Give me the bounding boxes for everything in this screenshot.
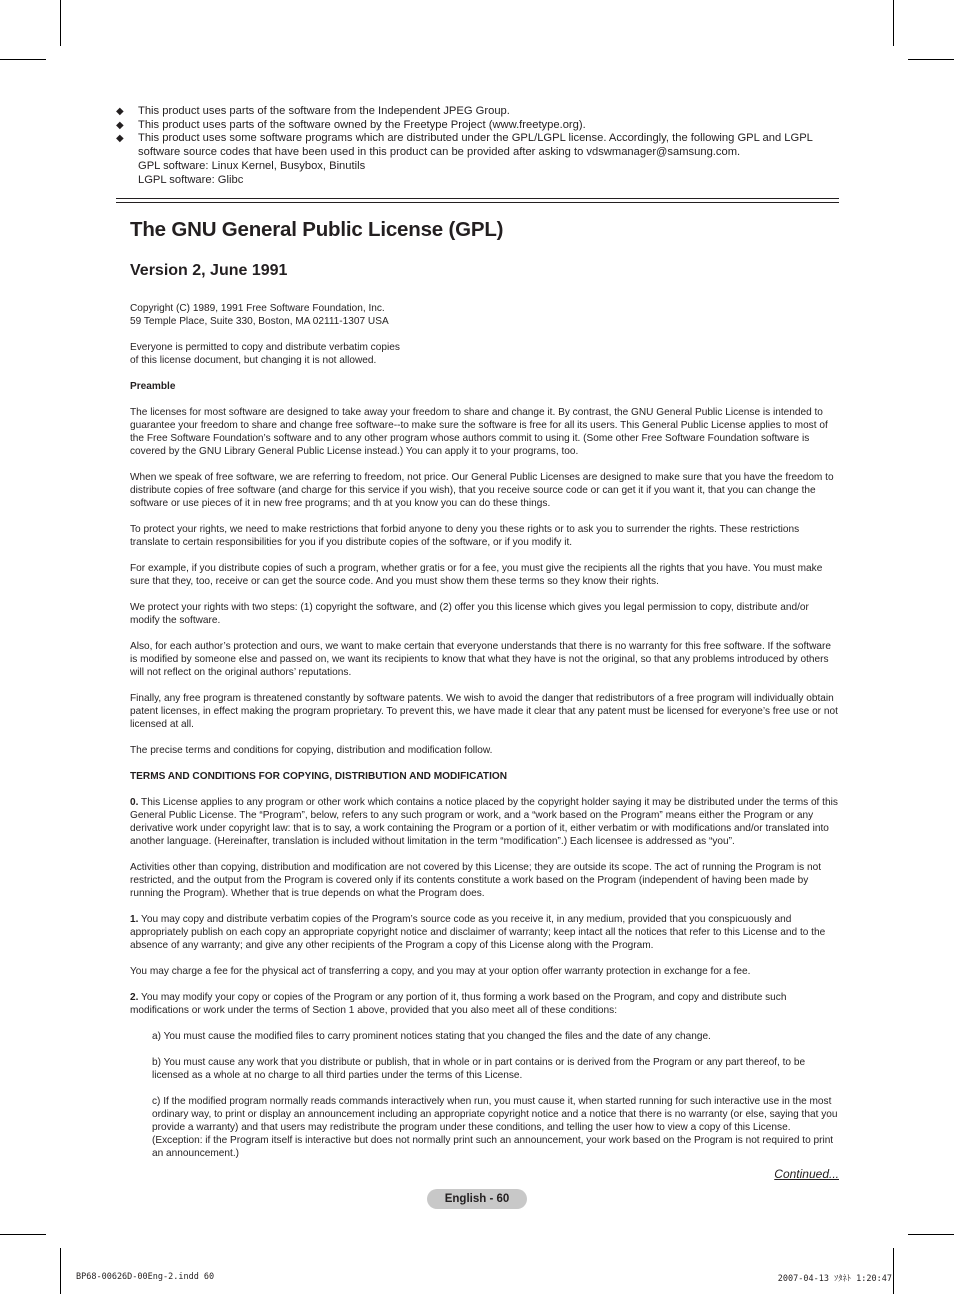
paragraph: For example, if you distribute copies of such a program, whether gratis or for a fee, you must give the recipients all the rights that you have. You must make sure that they, too, receive or can get the source code. And you must show them these terms so they know their rights. <box>130 563 823 587</box>
notice-item: ◆ This product uses parts of the software owned by the Freetype Project (www.freetype.org). <box>116 118 586 131</box>
section-1: 1. You may copy and distribute verbatim copies of the Program’s source code as you receive it, in any medium, provided that you conspicuously and appropriately publish on each copy an appropriate copyright notice and disclaimer of warranty; keep intact all the notices that refer to this License and to the absence of any warranty; and give any other recipients of the Program a copy of this License along with the Program. <box>130 914 826 951</box>
paragraph: You may charge a fee for the physical act of transferring a copy, and you may at your option offer warranty protection in exchange for a fee. <box>130 966 751 977</box>
crop-mark <box>0 59 46 60</box>
version-heading: Version 2, June 1991 <box>130 262 288 279</box>
software-notices <box>116 105 816 187</box>
terms-heading: TERMS AND CONDITIONS FOR COPYING, DISTRIBUTION AND MODIFICATION <box>130 771 508 782</box>
paragraph: We protect your rights with two steps: (1) copyright the software, and (2) offer you this license which gives you legal permission to copy, distribute and/or modify the software. <box>130 602 809 626</box>
paragraph: The licenses for most software are designed to take away your freedom to share and change it. By contrast, the GNU General Public License is intended to guarantee your freedom to share and change free software--to make sure the software is free for all its users. This General Public License applies to most of the Free Software Foundation’s software and to any other program whose authors commit to using it. (Some other Free Software Foundation software is covered by the GNU Library General Public License instead.) You can apply it to your programs, too. <box>130 407 828 457</box>
crop-mark <box>893 0 894 46</box>
divider <box>116 198 839 199</box>
paragraph: Activities other than copying, distribution and modification are not covered by this License; they are outside its scope. The act of running the Program is not restricted, and the output from the Program is covered only if its contents constitute a work based on the Program (independent of having been made by running the Program). Whether that is true depends on what the Program does. <box>130 862 822 899</box>
page-number-badge: English - 60 <box>427 1189 527 1209</box>
crop-mark <box>60 1248 61 1294</box>
lgpl-software-line: LGPL software: Glibc <box>138 173 244 186</box>
preamble-heading: Preamble <box>130 381 176 392</box>
paragraph: To protect your rights, we need to make restrictions that forbid anyone to deny you these rights or to ask you to surrender the rights. These restrictions translate to certain responsibilities for you if you distribute copies of the software, or if you modify it. <box>130 524 800 548</box>
continued-note: Continued... <box>774 1167 839 1181</box>
condition-item: b) You must cause any work that you distribute or publish, that in whole or in part contains or is derived from the Program or any part thereof, to be licensed as a whole at no charge to all third parties under the terms of this License. <box>152 1057 806 1081</box>
print-slug-right: 2007-04-13 ｿﾀﾈﾄ 1:20:47 <box>777 1274 892 1284</box>
notice-item: ◆ This product uses some software programs which are distributed under the GPL/LGPL license. Accordingly, the following GPL and LGPL software source codes that have been used in this product can be provided after asking to vdswmanager@samsung.com. <box>116 132 813 159</box>
crop-mark <box>893 1248 894 1294</box>
condition-item: c) If the modified program normally reads commands interactively when run, you must cause it, when started running for such interactive use in the most ordinary way, to print or display an announcement including an appropriate copyright notice and a notice that there is no warranty (or else, saying that you provide a warranty) and that users may redistribute the program under these conditions, and telling the user how to view a copy of this License. (Exception: if the Program itself is interactive but does not normally print such an announcement, your work based on the Program is not required to print an announcement.) <box>152 1096 838 1159</box>
crop-mark <box>908 1234 954 1235</box>
permission-block: Everyone is permitted to copy and distribute verbatim copies of this license document, but changing it is not allowed. <box>130 342 400 366</box>
copyright-block: Copyright (C) 1989, 1991 Free Software Foundation, Inc. 59 Temple Place, Suite 330, Boston, MA 02111-1307 USA <box>130 303 389 327</box>
condition-item: a) You must cause the modified files to carry prominent notices stating that you changed the files and the date of any change. <box>152 1031 711 1042</box>
section-2: 2. You may modify your copy or copies of the Program or any portion of it, thus forming a work based on the Program, and copy and distribute such modifications or work under the terms of Section 1 above, provided that you also meet all of these conditions: <box>130 992 787 1016</box>
paragraph: Also, for each author’s protection and ours, we want to make certain that everyone understands that there is no warranty for this free software. If the software is modified by someone else and passed on, we want its recipients to know that what they have is not the original, so that any problems introduced by others will not reflect on the original authors’ reputations. <box>130 641 831 678</box>
diamond-bullet-icon: ◆ <box>116 133 124 145</box>
paragraph: The precise terms and conditions for copying, distribution and modification follow. <box>130 745 493 756</box>
crop-mark <box>0 1234 46 1235</box>
license-body <box>130 302 840 1173</box>
paragraph: When we speak of free software, we are referring to freedom, not price. Our General Public Licenses are designed to make sure that you have the freedom to distribute copies of free software (and charge for this service if you wish), that you receive source code or can get it if you want it, that you can change the software or use pieces of it in new free programs; and th at you know you can do these things. <box>130 472 834 509</box>
diamond-bullet-icon: ◆ <box>116 106 124 117</box>
diamond-bullet-icon: ◆ <box>116 119 124 131</box>
divider <box>116 202 839 203</box>
gpl-software-line: GPL software: Linux Kernel, Busybox, Binutils <box>138 159 366 172</box>
notice-item: ◆ This product uses parts of the software from the Independent JPEG Group. <box>116 105 510 117</box>
paragraph: Finally, any free program is threatened constantly by software patents. We wish to avoid the danger that redistributors of a free program will individually obtain patent licenses, in effect making the program proprietary. To prevent this, we have made it clear that any patent must be licensed for everyone’s free use or not licensed at all. <box>130 693 838 730</box>
crop-mark <box>60 0 61 46</box>
section-0: 0. This License applies to any program or other work which contains a notice placed by the copyright holder saying it may be distributed under the terms of this General Public License. The “Program”, below, refers to any such program or work, and a “work based on the Program” means either the Program or any derivative work under copyright law: that is to say, a work containing the Program or a portion of it, either verbatim or with modifications and/or translated into another language. (Hereinafter, translation is included without limitation in the term “modification”.) Each licensee is addressed as “you”. <box>130 797 838 847</box>
crop-mark <box>908 59 954 60</box>
page-title: The GNU General Public License (GPL) <box>130 218 504 241</box>
print-slug-left: BP68-00626D-00Eng-2.indd 60 <box>76 1272 215 1282</box>
